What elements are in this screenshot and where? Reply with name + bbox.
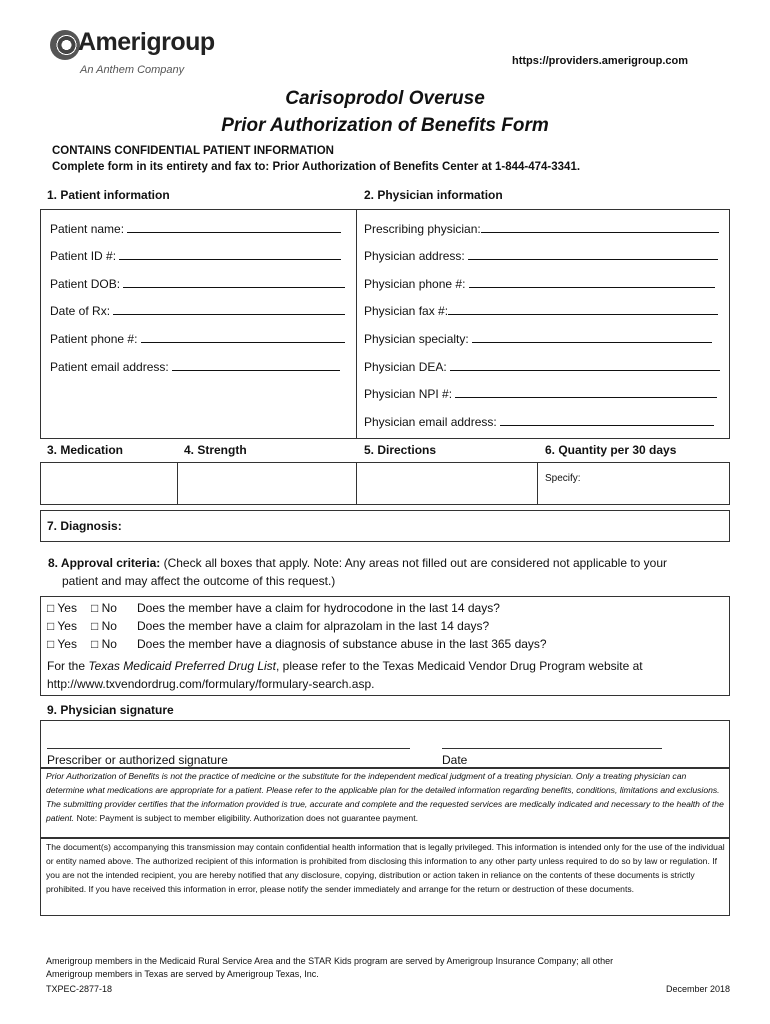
patient-dob-label: Patient DOB: <box>50 277 121 291</box>
disclaimer-italic: Prior Authorization of Benefits is not the practice of medicine or the substitute for the independent medical judgment of a treating physician. Only a treating physician can determine what medications are appropriate for a patient. Please refer to the applicable plan for the detailed information regarding benefits, conditions, limitations and exclusions. The submitting provider certifies that the information provided is true, accurate and complete and the requested services are medically indicated and necessary to the health of the patient. <box>46 771 724 823</box>
strength-input[interactable] <box>178 463 355 504</box>
amerigroup-logo <box>50 28 220 80</box>
medication-heading: 3. Medication <box>47 443 124 457</box>
approval-criteria-intro <box>48 554 738 590</box>
texas-formulary-link[interactable]: http://www.txvendordrug.com/formulary/formulary-search.asp. <box>47 677 375 691</box>
physician-fax-label: Physician fax #: <box>364 304 449 318</box>
patient-id-label: Patient ID #: <box>50 249 117 263</box>
q2-no-checkbox[interactable]: □ No <box>91 619 117 633</box>
physician-dea-field[interactable] <box>364 360 720 374</box>
physician-email-field[interactable] <box>364 415 714 429</box>
physician-address-label: Physician address: <box>364 249 465 263</box>
form-date: December 2018 <box>665 984 730 994</box>
patient-phone-field[interactable] <box>50 332 345 346</box>
prescribing-physician-label: Prescribing physician: <box>364 222 481 236</box>
patient-email-label: Patient email address: <box>50 360 169 374</box>
patient-email-field[interactable] <box>50 360 340 374</box>
approval-criteria-note: (Check all boxes that apply. Note: Any areas not filled out are considered not applicable to your <box>160 556 668 570</box>
patient-info-heading: 1. Patient information <box>47 188 170 202</box>
date-of-rx-label: Date of Rx: <box>50 304 111 318</box>
physician-npi-label: Physician NPI #: <box>364 387 453 401</box>
q1-question: Does the member have a claim for hydrocodone in the last 14 days? <box>137 601 500 615</box>
fax-instructions: Complete form in its entirety and fax to: Prior Authorization of Benefits Center at 1-844-474-3341. <box>52 161 581 173</box>
texas-post: , please refer to the Texas Medicaid Vendor Drug Program website at <box>276 659 643 673</box>
physician-dea-label: Physician DEA: <box>364 360 447 374</box>
quantity-heading: 6. Quantity per 30 days <box>545 443 677 457</box>
logo-name: Amerigroup <box>78 28 215 56</box>
texas-pre: For the <box>47 659 89 673</box>
q1-no-checkbox[interactable]: □ No <box>91 601 117 615</box>
strength-heading: 4. Strength <box>184 443 247 457</box>
patient-phone-label: Patient phone #: <box>50 332 138 346</box>
approval-criteria-heading: 8. Approval criteria: <box>48 556 161 570</box>
form-title-line1: Carisoprodol Overuse <box>285 88 485 109</box>
physician-specialty-label: Physician specialty: <box>364 332 469 346</box>
footer-line-2: Amerigroup members in Texas are served by Amerigroup Texas, Inc. <box>46 969 319 979</box>
diagnosis-heading: 7. Diagnosis: <box>47 519 122 533</box>
physician-specialty-field[interactable] <box>364 332 712 346</box>
footer-membership-note <box>46 955 726 981</box>
footer-line-1: Amerigroup members in the Medicaid Rural Service Area and the STAR Kids program are served by Amerigroup Insurance Company; all other <box>46 956 614 966</box>
physician-info-heading: 2. Physician information <box>364 188 503 202</box>
q3-no-checkbox[interactable]: □ No <box>91 637 117 651</box>
q3-yes-checkbox[interactable]: □ Yes <box>47 637 77 651</box>
q3-question: Does the member have a diagnosis of substance abuse in the last 365 days? <box>137 637 547 651</box>
medication-input[interactable] <box>41 463 176 504</box>
confidentiality-notice: The document(s) accompanying this transmission may contain confidential health information that is legally privileged. This information is intended only for the use of the individual or entity named above. The authorized recipient of this information is prohibited from disclosing this information to any other party unless required to do so by law or regulation. If you are not the intended recipient, you are hereby notified that any disclosure, copying, distribution or action taken in reliance on the contents of these documents is strictly prohibited. If you have received this information in error, please notify the sender immediately and arrange for the return or destruction of these documents. <box>46 842 725 894</box>
confidential-notice <box>52 143 580 175</box>
physician-email-label: Physician email address: <box>364 415 497 429</box>
physician-phone-field[interactable] <box>364 277 715 291</box>
q2-yes-checkbox[interactable]: □ Yes <box>47 619 77 633</box>
form-code: TXPEC-2877-18 <box>46 984 113 994</box>
prescriber-label: Prescriber or authorized signature <box>47 753 228 767</box>
date-label: Date <box>442 753 468 767</box>
disclaimer-payment-note: Note: Payment is subject to member eligibility. Authorization does not guarantee payment. <box>74 812 418 823</box>
provider-url[interactable]: https://providers.amerigroup.com <box>511 55 688 67</box>
q2-question: Does the member have a claim for alprazolam in the last 14 days? <box>137 619 490 633</box>
patient-physician-table <box>40 209 730 439</box>
date-line[interactable] <box>442 748 662 749</box>
physician-signature-heading: 9. Physician signature <box>47 703 174 717</box>
amerigroup-logo-icon <box>50 30 80 60</box>
physician-npi-field[interactable] <box>364 387 717 401</box>
diagnosis-input[interactable] <box>140 512 726 540</box>
patient-name-label: Patient name: <box>50 222 125 236</box>
patient-name-field[interactable] <box>50 222 341 236</box>
patient-dob-field[interactable] <box>50 277 345 291</box>
patient-physician-divider <box>356 209 357 439</box>
physician-address-field[interactable] <box>364 249 718 263</box>
date-of-rx-field[interactable] <box>50 304 345 318</box>
prescribing-physician-field[interactable] <box>364 222 719 236</box>
confidential-heading: CONTAINS CONFIDENTIAL PATIENT INFORMATION <box>52 145 334 157</box>
prior-auth-disclaimer <box>46 770 726 826</box>
directions-input[interactable] <box>357 463 536 504</box>
texas-pdl-note <box>47 657 727 693</box>
directions-heading: 5. Directions <box>364 443 437 457</box>
physician-fax-field[interactable] <box>364 304 718 318</box>
signature-line[interactable] <box>47 748 410 749</box>
texas-pdl-title: Texas Medicaid Preferred Drug List <box>88 659 276 673</box>
quantity-input[interactable] <box>538 463 729 504</box>
form-title-line2: Prior Authorization of Benefits Form <box>221 115 549 136</box>
quantity-specify-label: Specify: <box>545 473 581 484</box>
patient-id-field[interactable] <box>50 249 341 263</box>
approval-criteria-note-2: patient and may affect the outcome of this request.) <box>62 574 336 588</box>
logo-subtitle: An Anthem Company <box>80 64 185 76</box>
q1-yes-checkbox[interactable]: □ Yes <box>47 601 77 615</box>
physician-phone-label: Physician phone #: <box>364 277 466 291</box>
